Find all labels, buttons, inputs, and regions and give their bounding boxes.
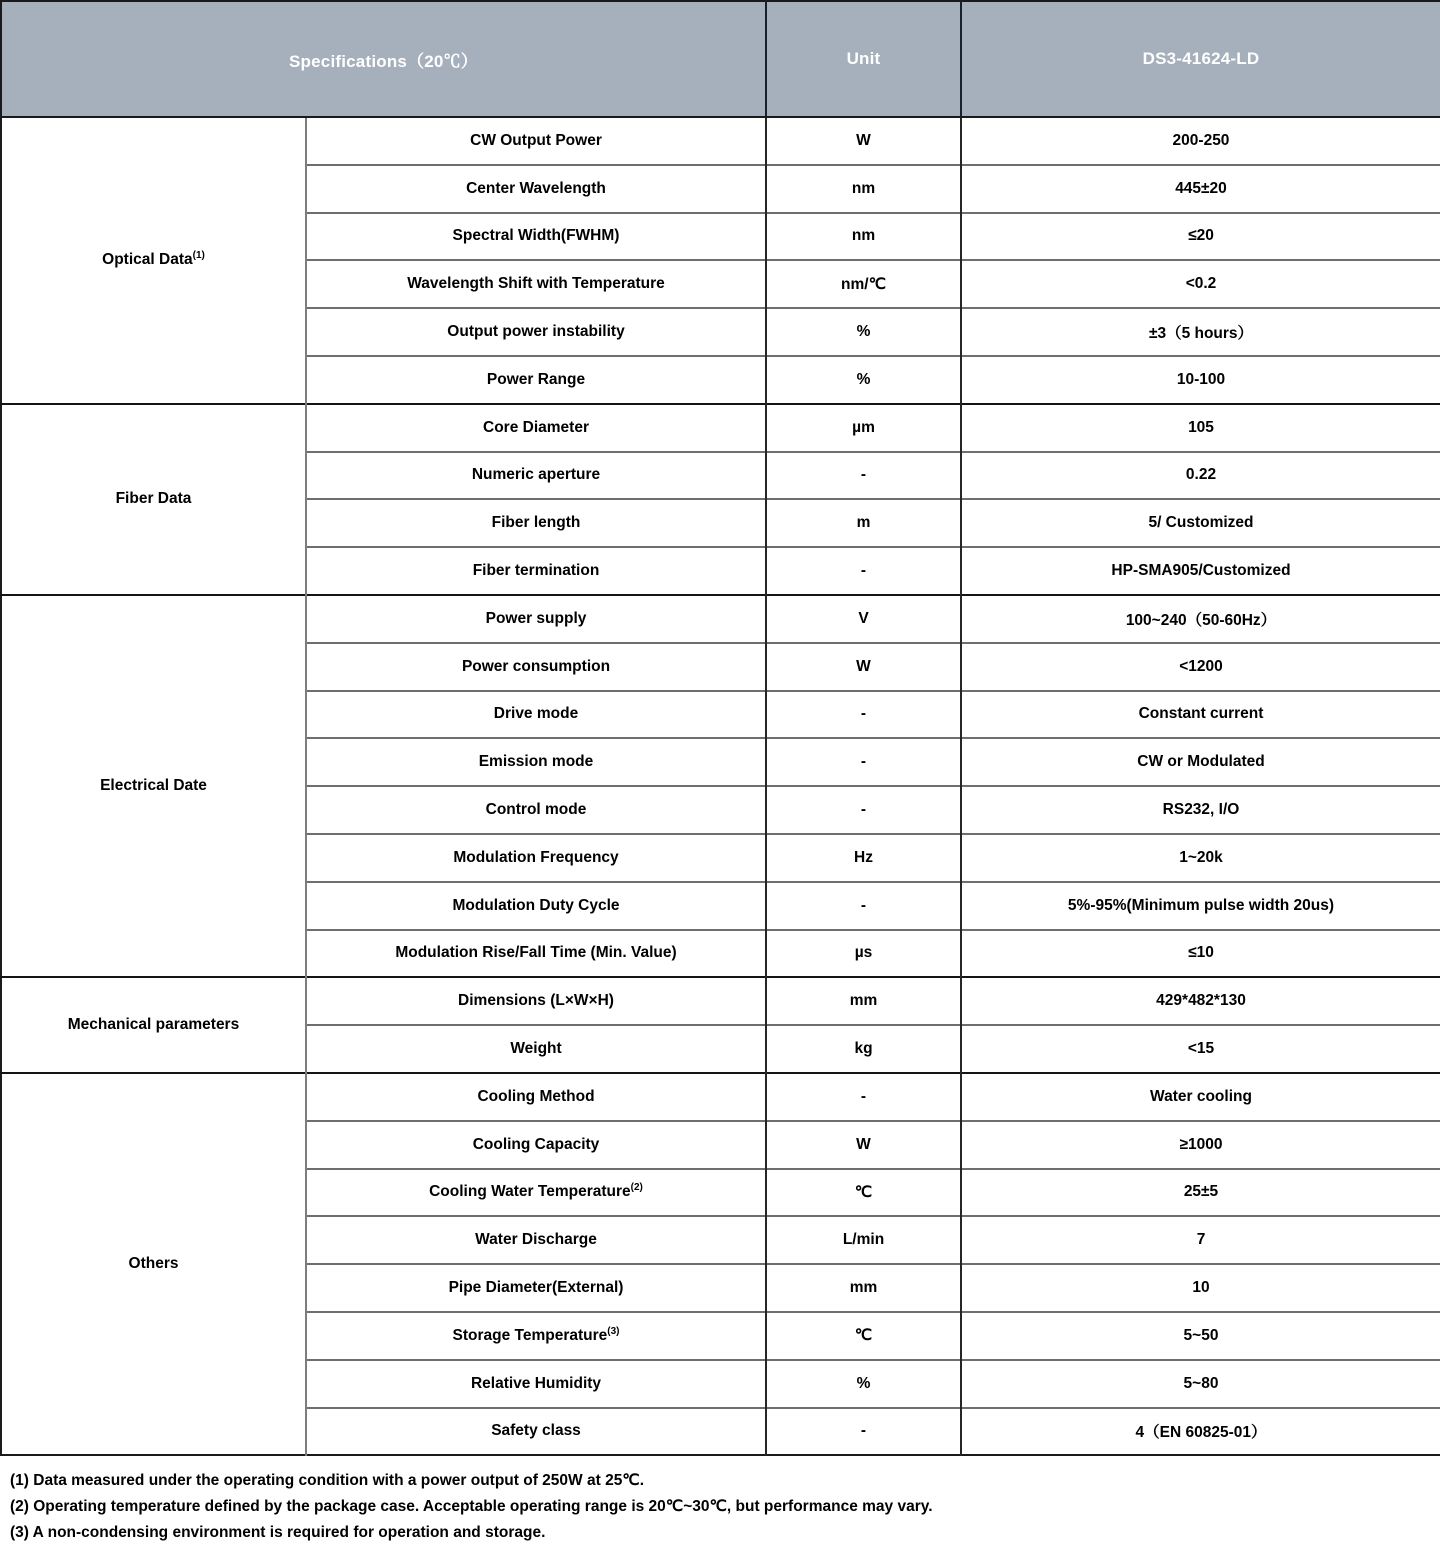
parameter-cell xyxy=(306,165,766,213)
value-cell: ≤10 xyxy=(961,930,1440,978)
unit-cell: - xyxy=(766,1408,961,1456)
parameter-label: Cooling Capacity xyxy=(472,1135,600,1153)
parameter-cell xyxy=(306,260,766,308)
unit-cell: ℃ xyxy=(766,1169,961,1217)
parameter-cell xyxy=(306,1360,766,1408)
parameter-label: Cooling Water Temperature xyxy=(429,1183,631,1201)
unit-cell: - xyxy=(766,547,961,595)
parameter-cell xyxy=(306,404,766,452)
value-cell: 10-100 xyxy=(961,356,1440,404)
value-cell: 105 xyxy=(961,404,1440,452)
parameter-cell xyxy=(306,1073,766,1121)
parameter-cell xyxy=(306,834,766,882)
table-row xyxy=(1,595,1440,643)
parameter-label: Pipe Diameter(External) xyxy=(448,1279,624,1297)
parameter-label: Power consumption xyxy=(461,657,611,675)
value-cell: 5~80 xyxy=(961,1360,1440,1408)
footnotes xyxy=(0,1456,1440,1546)
parameter-label: Control mode xyxy=(485,801,587,819)
unit-cell: µm xyxy=(766,404,961,452)
parameter-cell xyxy=(306,452,766,500)
unit-cell: nm xyxy=(766,165,961,213)
footnote: (1) Data measured under the operating condition with a power output of 250W at 25℃. xyxy=(10,1472,645,1490)
category-label: Optical Data xyxy=(102,251,193,269)
unit-cell: ℃ xyxy=(766,1312,961,1360)
header-specifications: Specifications（20℃） xyxy=(1,1,766,117)
parameter-label: Power Range xyxy=(486,370,586,388)
parameter-cell xyxy=(306,1408,766,1456)
value-cell: <1200 xyxy=(961,643,1440,691)
parameter-cell xyxy=(306,1264,766,1312)
parameter-label: Water Discharge xyxy=(475,1231,597,1249)
spec-table-body xyxy=(1,117,1440,1455)
parameter-cell xyxy=(306,1312,766,1360)
parameter-label: Modulation Duty Cycle xyxy=(452,896,620,914)
unit-cell: % xyxy=(766,356,961,404)
category-superscript: (1) xyxy=(192,250,205,262)
parameter-cell xyxy=(306,1216,766,1264)
unit-cell: µs xyxy=(766,930,961,978)
unit-cell: - xyxy=(766,1073,961,1121)
unit-cell: mm xyxy=(766,977,961,1025)
value-cell: 445±20 xyxy=(961,165,1440,213)
category-cell xyxy=(1,595,306,977)
category-label: Mechanical parameters xyxy=(67,1016,240,1034)
unit-cell: kg xyxy=(766,1025,961,1073)
value-cell: ±3（5 hours） xyxy=(961,308,1440,356)
unit-cell: m xyxy=(766,499,961,547)
unit-cell: L/min xyxy=(766,1216,961,1264)
parameter-label: Dimensions (L×W×H) xyxy=(458,992,614,1010)
parameter-superscript: (3) xyxy=(607,1325,620,1337)
value-cell: Water cooling xyxy=(961,1073,1440,1121)
parameter-cell xyxy=(306,977,766,1025)
parameter-cell xyxy=(306,786,766,834)
value-cell: 5~50 xyxy=(961,1312,1440,1360)
parameter-cell xyxy=(306,117,766,165)
parameter-label: Center Wavelength xyxy=(466,179,606,197)
category-cell xyxy=(1,117,306,404)
value-cell: 0.22 xyxy=(961,452,1440,500)
parameter-cell xyxy=(306,930,766,978)
parameter-label: Storage Temperature xyxy=(452,1326,608,1344)
header-unit: Unit xyxy=(766,1,961,117)
parameter-cell xyxy=(306,308,766,356)
value-cell: ≥1000 xyxy=(961,1121,1440,1169)
unit-cell: % xyxy=(766,308,961,356)
category-label: Others xyxy=(128,1255,179,1273)
parameter-label: Wavelength Shift with Temperature xyxy=(407,275,665,293)
table-row xyxy=(1,117,1440,165)
value-cell: 100~240（50-60Hz） xyxy=(961,595,1440,643)
parameter-label: Cooling Method xyxy=(477,1087,595,1105)
parameter-cell xyxy=(306,1121,766,1169)
value-cell: 4（EN 60825-01） xyxy=(961,1408,1440,1456)
parameter-cell xyxy=(306,882,766,930)
parameter-cell xyxy=(306,691,766,739)
value-cell: RS232, I/O xyxy=(961,786,1440,834)
unit-cell: % xyxy=(766,1360,961,1408)
category-label: Electrical Date xyxy=(100,777,207,795)
parameter-label: Numeric aperture xyxy=(471,466,601,484)
parameter-label: Emission mode xyxy=(478,753,594,771)
category-label: Fiber Data xyxy=(115,490,192,508)
parameter-cell xyxy=(306,738,766,786)
parameter-label: Fiber termination xyxy=(472,562,600,580)
value-cell: 10 xyxy=(961,1264,1440,1312)
parameter-cell xyxy=(306,213,766,261)
value-cell: <15 xyxy=(961,1025,1440,1073)
unit-cell: nm/℃ xyxy=(766,260,961,308)
table-header xyxy=(1,1,1440,117)
unit-cell: - xyxy=(766,452,961,500)
value-cell: 25±5 xyxy=(961,1169,1440,1217)
parameter-superscript: (2) xyxy=(630,1182,643,1194)
parameter-label: Weight xyxy=(510,1040,562,1058)
value-cell: HP-SMA905/Customized xyxy=(961,547,1440,595)
category-cell xyxy=(1,404,306,595)
table-row xyxy=(1,1073,1440,1121)
parameter-cell xyxy=(306,356,766,404)
value-cell: 5%-95%(Minimum pulse width 20us) xyxy=(961,882,1440,930)
header-row xyxy=(1,1,1440,117)
value-cell: Constant current xyxy=(961,691,1440,739)
unit-cell: nm xyxy=(766,213,961,261)
parameter-cell xyxy=(306,499,766,547)
parameter-label: Core Diameter xyxy=(483,418,589,436)
parameter-label: Relative Humidity xyxy=(470,1374,602,1392)
unit-cell: - xyxy=(766,882,961,930)
parameter-cell xyxy=(306,595,766,643)
parameter-cell xyxy=(306,1025,766,1073)
parameter-label: Power supply xyxy=(485,609,587,627)
parameter-label: Modulation Frequency xyxy=(453,848,619,866)
parameter-cell xyxy=(306,547,766,595)
parameter-label: Safety class xyxy=(491,1422,581,1440)
value-cell: 429*482*130 xyxy=(961,977,1440,1025)
unit-cell: - xyxy=(766,738,961,786)
unit-cell: - xyxy=(766,786,961,834)
table-row xyxy=(1,404,1440,452)
unit-cell: W xyxy=(766,643,961,691)
unit-cell: V xyxy=(766,595,961,643)
parameter-label: Fiber length xyxy=(491,514,581,532)
unit-cell: Hz xyxy=(766,834,961,882)
parameter-cell xyxy=(306,643,766,691)
category-cell xyxy=(1,977,306,1073)
parameter-label: Modulation Rise/Fall Time (Min. Value) xyxy=(395,944,677,962)
header-model: DS3-41624-LD xyxy=(961,1,1440,117)
category-cell xyxy=(1,1073,306,1455)
footnote: (3) A non-condensing environment is required for operation and storage. xyxy=(10,1524,546,1542)
value-cell: ≤20 xyxy=(961,213,1440,261)
parameter-label: CW Output Power xyxy=(470,131,602,149)
parameter-label: Drive mode xyxy=(493,705,579,723)
value-cell: 200-250 xyxy=(961,117,1440,165)
unit-cell: mm xyxy=(766,1264,961,1312)
parameter-label: Spectral Width(FWHM) xyxy=(452,227,620,245)
value-cell: 7 xyxy=(961,1216,1440,1264)
footnote: (2) Operating temperature defined by the package case. Acceptable operating range is 20℃~30℃, but performance may vary. xyxy=(10,1498,933,1516)
unit-cell: W xyxy=(766,117,961,165)
unit-cell: - xyxy=(766,691,961,739)
parameter-cell xyxy=(306,1169,766,1217)
table-row xyxy=(1,977,1440,1025)
value-cell: CW or Modulated xyxy=(961,738,1440,786)
value-cell: 1~20k xyxy=(961,834,1440,882)
value-cell: 5/ Customized xyxy=(961,499,1440,547)
parameter-label: Output power instability xyxy=(447,323,625,341)
unit-cell: W xyxy=(766,1121,961,1169)
value-cell: <0.2 xyxy=(961,260,1440,308)
